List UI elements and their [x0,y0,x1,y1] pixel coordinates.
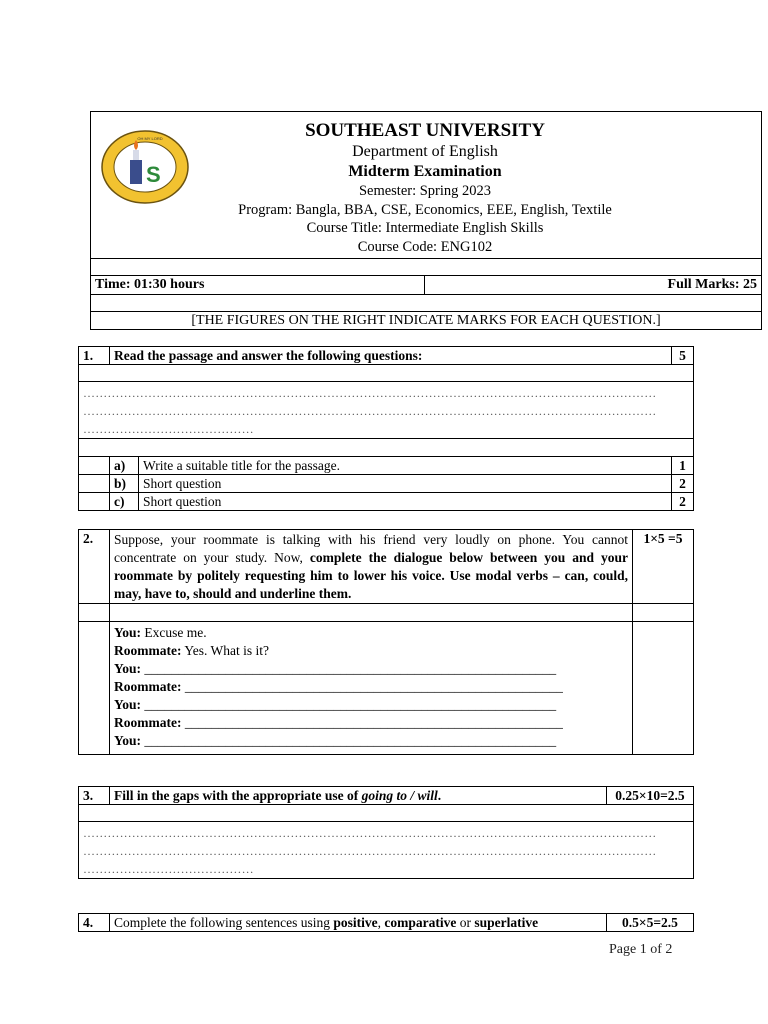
q2-number: 2. [79,530,110,604]
dialogue-line [114,642,628,660]
q1-sub-blank [79,457,110,475]
q4-sep: , [377,915,385,930]
q1-passage [79,382,694,439]
header-spacer-row [91,259,762,276]
q1-sub-marks: 1 [672,457,694,475]
dialogue-line [114,696,628,714]
q4-instruction-plain: Complete the following sentences using [114,915,334,930]
q3-passage-line: …………………………………………………………………………………………………………………………… [83,826,657,840]
dialogue-blank: _____________________________________________________________ [144,733,557,748]
q3-passage-line: …………………………………………………………………………………………………………………………… [83,844,657,858]
course-code: Course Code: ENG102 [357,238,493,255]
q4-word-comparative: comparative [384,915,457,930]
q1-sub-text: Short question [139,493,672,511]
q3-instruction [110,787,607,805]
q1-spacer [79,365,694,382]
q2-instruction-bold: complete the dialogue below between you and your roommate by politely requesting him to lower his voice. Use modal verbs – can, could, may, have to, should and underline them. [114,550,628,601]
dialogue-speaker: You: [114,625,142,640]
dialogue-text: Excuse me. [144,625,207,640]
dialogue-speaker: You: [114,697,142,712]
dialogue-speaker: Roommate: [114,643,182,658]
question-3-table [78,786,694,879]
q1-passage-line: …………………………………………………………………………………………………………………………… [83,386,657,400]
q2-blank [79,622,110,755]
q1-spacer-2 [79,439,694,457]
q2-blank [633,622,694,755]
q1-sub-marks: 2 [672,475,694,493]
dialogue-blank: _____________________________________________________________ [144,697,557,712]
program: Program: Bangla, BBA, CSE, Economics, EEE, English, Textile [238,201,612,218]
q4-marks: 0.5×5=2.5 [607,914,694,932]
q1-sub-blank [79,475,110,493]
header-spacer-row-2 [91,295,762,312]
q2-spacer [79,604,110,622]
dialogue-line [114,714,628,732]
q1-passage-line: …………………………………………………………………………………………………………………………… [83,404,657,418]
q2-marks: 1×5 =5 [633,530,694,604]
q4-number: 4. [79,914,110,932]
header-text-block [200,120,650,256]
university-logo [100,130,190,205]
dialogue-line [114,732,628,750]
q1-sub-label: c) [110,493,139,511]
q3-instruction-plain: Fill in the gaps with the appropriate use of [114,788,362,803]
q4-sep: or [456,915,475,930]
q1-sub-label: b) [110,475,139,493]
question-1-table [78,346,694,511]
dialogue-blank: ________________________________________________________ [184,679,563,694]
dialogue-line [114,660,628,678]
marks-instruction: [THE FIGURES ON THE RIGHT INDICATE MARKS FOR EACH QUESTION.] [91,312,762,330]
q2-spacer [110,604,633,622]
page-number: Page 1 of 2 [609,942,673,957]
dialogue-blank: ________________________________________________________ [184,715,563,730]
q1-sub-label: a) [110,457,139,475]
q3-marks: 0.25×10=2.5 [607,787,694,805]
q4-instruction [110,914,607,932]
dialogue-line [114,624,628,642]
q2-dialogue [110,622,633,755]
dialogue-speaker: You: [114,733,142,748]
dialogue-speaker: Roommate: [114,679,182,694]
q1-marks: 5 [672,347,694,365]
dialogue-speaker: You: [114,661,142,676]
q1-sub-text: Short question [139,475,672,493]
dialogue-text: Yes. What is it? [184,643,269,658]
course-title: Course Title: Intermediate English Skills [306,220,544,237]
q1-sub-text: Write a suitable title for the passage. [139,457,672,475]
full-marks: Full Marks: 25 [425,276,762,295]
svg-text:S: S [146,162,161,187]
q1-sub-marks: 2 [672,493,694,511]
semester: Semester: Spring 2023 [358,183,492,199]
q3-number: 3. [79,787,110,805]
q1-sub-blank [79,493,110,511]
university-name: SOUTHEAST UNIVERSITY [305,120,545,141]
q3-instruction-end: . [437,788,442,803]
q2-instruction [110,530,633,604]
q3-passage-line: …………………………………… [83,862,254,876]
department-name: Department of English [352,143,498,160]
dialogue-blank: _____________________________________________________________ [144,661,557,676]
q1-instruction: Read the passage and answer the following questions: [110,347,672,365]
q1-passage-line: …………………………………… [83,422,254,436]
q3-instruction-italic: going to / will [361,788,438,803]
q3-passage [79,822,694,879]
exam-name: Midterm Examination [348,163,502,180]
q3-spacer [79,805,694,822]
question-2-table [78,529,694,755]
q4-word-superlative: superlative [474,915,539,930]
q1-number: 1. [79,347,110,365]
q2-spacer [633,604,694,622]
question-4-table [78,913,694,932]
svg-text:OH MY LORD: OH MY LORD [137,136,163,141]
q4-word-positive: positive [333,915,378,930]
exam-time: Time: 01:30 hours [91,276,425,295]
q2-instruction-plain: Suppose, your roommate is talking with his friend very loudly on phone. You cannot concentrate on your study. Now, [114,532,628,565]
dialogue-speaker: Roommate: [114,715,182,730]
dialogue-line [114,678,628,696]
